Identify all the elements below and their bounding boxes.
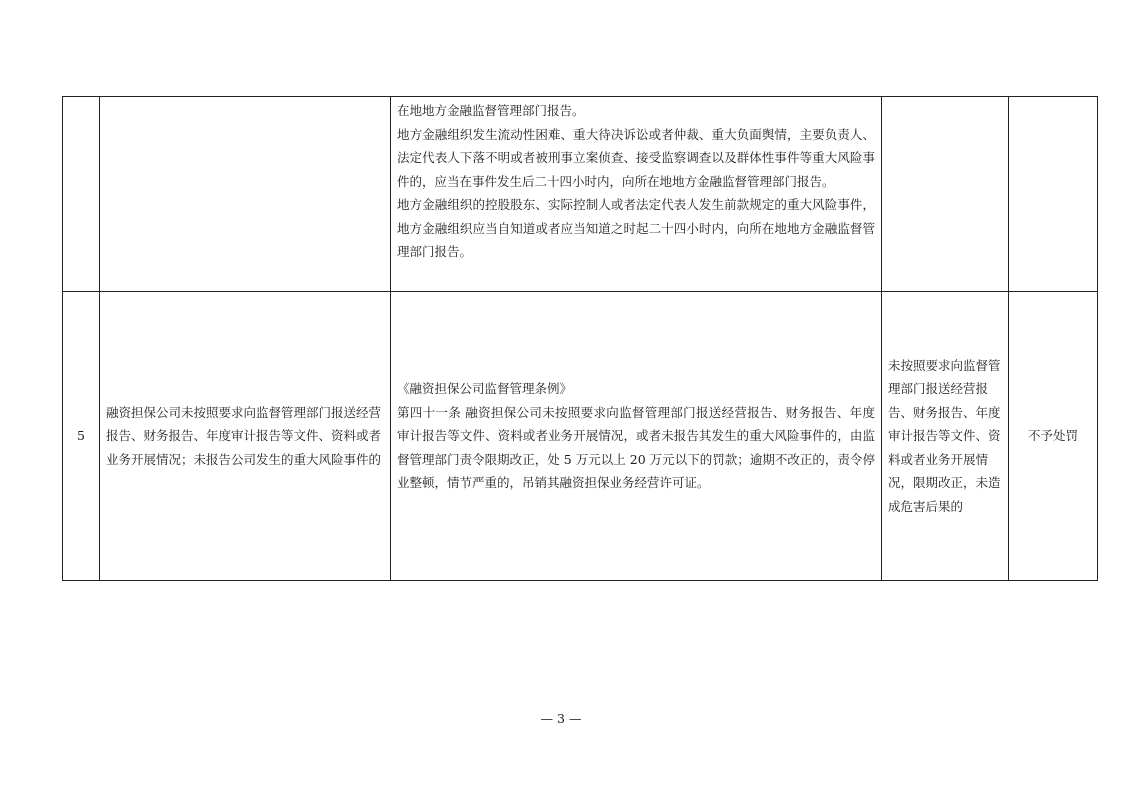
violation-cell: 融资担保公司未按照要求向监督管理部门报送经营报告、财务报告、年度审计报告等文件、资料或者业务开展情况；未报告公司发生的重大风险事件的: [100, 292, 391, 581]
legal-paragraph: 在地地方金融监督管理部门报告。: [397, 103, 585, 118]
condition-cell: 未按照要求向监督管理部门报送经营报告、财务报告、年度审计报告等文件、资料或者业务开展情况，限期改正，未造成危害后果的: [882, 292, 1009, 581]
result-cell: [1009, 97, 1098, 292]
row-number-cell: [63, 97, 100, 292]
law-title: 《融资担保公司监督管理条例》: [397, 381, 573, 397]
row-number-cell: 5: [63, 292, 100, 581]
law-article: 第四十一条 融资担保公司未按照要求向监督管理部门报送经营报告、财务报告、年度审计报告等文件、资料或者业务开展情况，或者未报告其发生的重大风险事件的，由监督管理部门责令限期改正，处 5 万元以上 20 万元以下的罚款；逾期不改正的，责令停业整顿，情节严重的，吊销其融资担保业务经营许可证。: [397, 404, 875, 491]
result-cell: 不予处罚: [1009, 292, 1098, 581]
table-row-continued: [63, 97, 1098, 292]
legal-paragraph: 地方金融组织发生流动性困难、重大待决诉讼或者仲裁、重大负面舆情，主要负责人、法定代表人下落不明或者被刑事立案侦查、接受监察调查以及群体性事件等重大风险事件的，应当在事件发生后二十四小时内，向所在地地方金融监督管理部门报告。: [397, 126, 875, 189]
condition-cell: [882, 97, 1009, 292]
legal-paragraph: 地方金融组织的控股股东、实际控制人或者法定代表人发生前款规定的重大风险事件，地方金融组织应当自知道或者应当知道之时起二十四小时内，向所在地地方金融监督管理部门报告。: [397, 197, 875, 259]
penalty-table: [62, 96, 1098, 581]
violation-cell: [100, 97, 391, 292]
table-row: [63, 292, 1098, 581]
legal-basis-cell: [391, 292, 882, 581]
page-number: — 3 —: [540, 711, 582, 726]
legal-basis-cell: [391, 97, 882, 292]
